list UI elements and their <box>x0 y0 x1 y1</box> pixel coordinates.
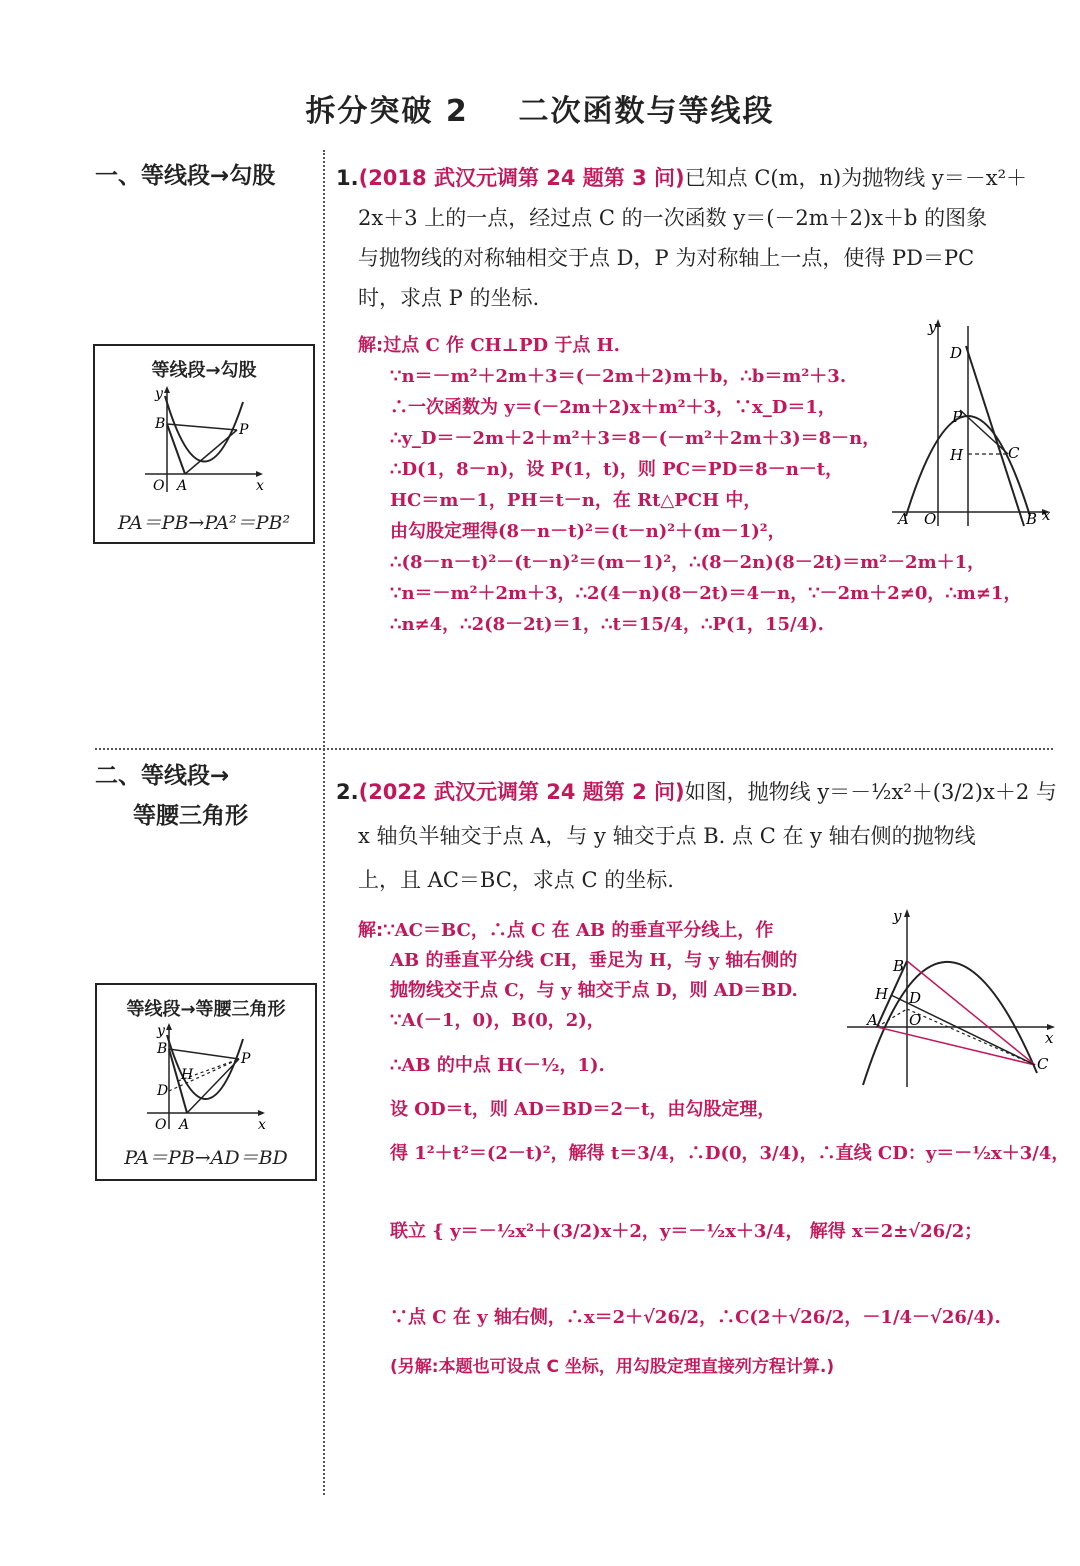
fig2-d-label: D <box>909 989 922 1007</box>
section-divider <box>95 748 1053 750</box>
problem2-line1: 如图，抛物线 y＝－½x²＋(3/2)x＋2 与 <box>684 780 1057 804</box>
card2-y-label: y <box>157 1023 165 1039</box>
problem2-note: (另解:本题也可设点 C 坐标，用勾股定理直接列方程计算.) <box>390 1357 835 1377</box>
page-title <box>0 86 1080 130</box>
title-lead: 拆分突破 2 <box>305 94 469 129</box>
card1-o-label: O <box>153 478 165 494</box>
problem1-sol-line: 过点 C 作 CH⊥PD 于点 H. <box>383 335 620 356</box>
fig2-o-label: O <box>909 1011 922 1029</box>
column-divider <box>323 150 325 1495</box>
section2-card-formula: PA＝PB→AD＝BD <box>124 1147 288 1169</box>
fig2-h-label: H <box>875 985 889 1003</box>
problem2-solution-label: 解: <box>358 920 384 941</box>
problem2-sol-line: AB 的垂直平分线 CH，垂足为 H，与 y 轴右侧的 <box>390 950 798 971</box>
problem1-sol-line: 由勾股定理得(8－n－t)²＝(t－n)²＋(m－1)²， <box>390 521 786 542</box>
section1-card-title: 等线段→勾股 <box>151 360 257 381</box>
card2-d-label: D <box>157 1083 169 1099</box>
problem2-source: (2022 武汉元调第 24 题第 2 问) <box>358 780 685 804</box>
fig2-x-label: x <box>1045 1029 1054 1047</box>
card2-a-label: A <box>179 1117 190 1133</box>
problem2-sol-line: 抛物线交于点 C，与 y 轴交于点 D，则 AD＝BD. <box>390 980 798 1001</box>
problem2-sol-line: ∵点 C 在 y 轴右侧，∴x＝2＋√26/2，∴C(2＋√26/2，－1/4－√26/4). <box>390 1307 1001 1328</box>
problem1-sol-line: ∴D(1，8－n)，设 P(1，t)，则 PC＝PD＝8－n－t， <box>390 459 844 480</box>
fig2-b-label: B <box>893 957 905 975</box>
fig1-c-label: C <box>1008 444 1020 462</box>
problem1-sol-line: ∴(8－n－t)²－(t－n)²＝(m－1)²，∴(8－2n)(8－2t)＝m²－2m＋1， <box>390 552 986 573</box>
card1-x-label: x <box>256 478 264 494</box>
fig1-h-label: H <box>950 446 964 464</box>
section2-heading-line2: 等腰三角形 <box>133 803 248 829</box>
problem1-sol-line: ∴y_D＝－2m＋2＋m²＋3＝8－(－m²＋2m＋3)＝8－n， <box>390 428 881 449</box>
card1-p-label: P <box>239 422 249 438</box>
section2-card <box>95 983 317 1181</box>
problem2-solution-top <box>358 916 798 1036</box>
problem1-line1: 已知点 C(m，n)为抛物线 y＝－x²＋ <box>684 166 1028 190</box>
problem1-number: 1. <box>336 166 359 190</box>
problem1-figure <box>888 316 1058 532</box>
problem1-sol-line: ∴n≠4，∴2(8－2t)＝1，∴t＝15/4，∴P(1，15/4). <box>390 614 824 635</box>
problem1-sol-line: ∵n＝－m²＋2m＋3＝(－2m＋2)m＋b，∴b＝m²＋3. <box>390 366 847 387</box>
problem1-sol-line: HC＝m－1，PH＝t－n，在 Rt△PCH 中， <box>390 490 762 511</box>
problem1-sol-line: ∴一次函数为 y＝(－2m＋2)x＋m²＋3，∵x_D＝1， <box>390 397 836 418</box>
problem1-sol-line: ∵n＝－m²＋2m＋3，∴2(4－n)(8－2t)＝4－n，∵－2m＋2≠0，∴m≠1， <box>390 583 1022 604</box>
problem1-text <box>336 158 1056 318</box>
fig1-d-label: D <box>950 344 963 362</box>
problem2-sol-line: ∵AC＝BC，∴点 C 在 AB 的垂直平分线上，作 <box>383 920 774 941</box>
title-main: 二次函数与等线段 <box>518 94 775 129</box>
section1-heading: 一、等线段→勾股 <box>95 163 276 189</box>
problem1-line2: 2x＋3 上的一点，经过点 C 的一次函数 y＝(－2m＋2)x＋b 的图象 <box>358 206 988 230</box>
fig1-b-label: B <box>1026 510 1038 528</box>
card2-p-label: P <box>241 1051 251 1067</box>
problem2-sol-line: 设 OD＝t，则 AD＝BD＝2－t，由勾股定理， <box>390 1099 776 1120</box>
section2-card-title: 等线段→等腰三角形 <box>126 999 286 1020</box>
problem2-sol-line: ∵A(－1，0)，B(0，2)， <box>390 1010 605 1031</box>
card1-b-label: B <box>155 416 166 432</box>
fig1-o-label: O <box>924 510 937 528</box>
problem2-figure <box>845 905 1057 1091</box>
fig1-a-label: A <box>898 510 909 528</box>
fig1-x-label: x <box>1042 506 1051 524</box>
section1-card-figure <box>125 384 295 500</box>
card2-h-label: H <box>181 1067 194 1083</box>
problem1-source: (2018 武汉元调第 24 题第 3 问) <box>358 166 685 190</box>
card1-a-label: A <box>177 478 188 494</box>
problem2-line3: 上，且 AC＝BC，求点 C 的坐标. <box>358 868 674 892</box>
problem2-sol-line: 得 1²＋t²＝(2－t)²，解得 t＝3/4，∴D(0，3/4)，∴直线 CD：y＝－½x＋3/4， <box>390 1143 1070 1164</box>
problem2-text <box>336 770 1056 902</box>
fig2-a-label: A <box>867 1011 878 1029</box>
problem1-solution-label: 解: <box>358 335 384 356</box>
problem2-sol-line: ∴AB 的中点 H(－½，1). <box>390 1055 605 1076</box>
problem2-line2: x 轴负半轴交于点 A，与 y 轴交于点 B. 点 C 在 y 轴右侧的抛物线 <box>358 824 976 848</box>
problem2-sol-line: 联立 { y＝－½x²＋(3/2)x＋2，y＝－½x＋3/4， 解得 x＝2±√26/2； <box>390 1221 983 1242</box>
fig2-y-label: y <box>893 907 902 925</box>
fig1-p-label: P <box>952 408 963 426</box>
problem1-line4: 时，求点 P 的坐标. <box>358 286 540 310</box>
fig1-y-label: y <box>928 318 937 336</box>
section1-card-formula: PA＝PB→PA²＝PB² <box>117 512 291 534</box>
card2-x-label: x <box>258 1117 266 1133</box>
section1-card <box>93 344 315 544</box>
fig2-c-label: C <box>1037 1055 1049 1073</box>
section2-card-figure <box>127 1021 297 1137</box>
card2-o-label: O <box>155 1117 167 1133</box>
section2-heading-line1: 二、等线段→ <box>95 763 230 789</box>
card1-y-label: y <box>155 386 163 402</box>
problem2-number: 2. <box>336 780 359 804</box>
problem1-line3: 与抛物线的对称轴相交于点 D，P 为对称轴上一点，使得 PD＝PC <box>358 246 975 270</box>
card2-b-label: B <box>157 1041 168 1057</box>
